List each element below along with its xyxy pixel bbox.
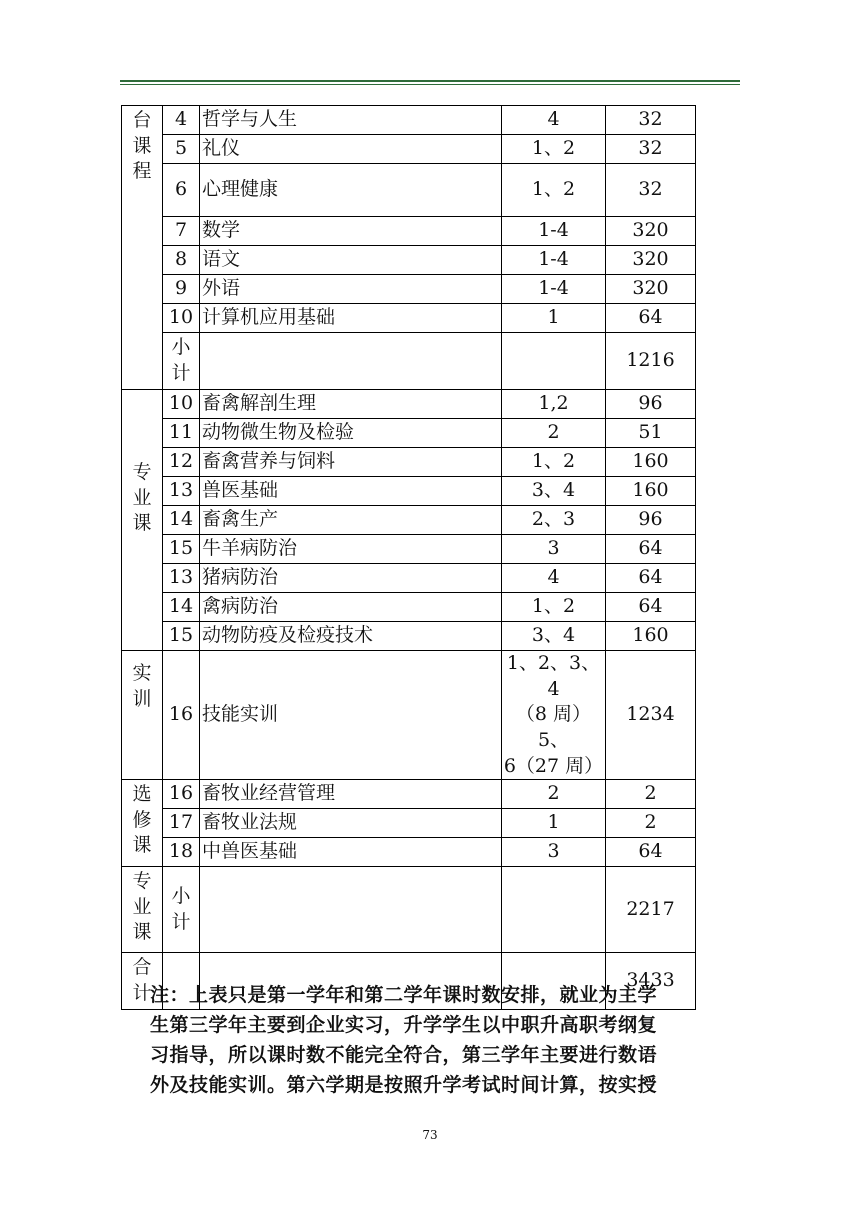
- note-line: 生第三学年主要到企业实习，升学学生以中职升高职考纲复: [150, 1014, 658, 1036]
- course-number-cell: 16: [163, 780, 200, 809]
- course-name-cell: 畜牧业经营管理: [200, 780, 502, 809]
- hours-cell: 32: [606, 106, 696, 135]
- table-row: [122, 809, 696, 838]
- table-row: [122, 867, 696, 953]
- course-name-cell: 禽病防治: [200, 593, 502, 622]
- hours-cell: 2: [606, 809, 696, 838]
- table-row: [122, 304, 696, 333]
- table-row: [122, 651, 696, 780]
- course-name-cell: 畜禽营养与饲料: [200, 448, 502, 477]
- semester-cell: 3、4: [502, 477, 606, 506]
- hours-cell: 64: [606, 593, 696, 622]
- hours-cell: 51: [606, 419, 696, 448]
- course-number-cell: 10: [163, 390, 200, 419]
- semester-cell: 1-4: [502, 275, 606, 304]
- course-number-cell: 17: [163, 809, 200, 838]
- header-rule-thin: [120, 84, 740, 85]
- hours-cell: 64: [606, 535, 696, 564]
- course-name-cell: 礼仪: [200, 135, 502, 164]
- table-row: [122, 333, 696, 390]
- table-row: [122, 164, 696, 217]
- course-name-cell: 动物微生物及检验: [200, 419, 502, 448]
- hours-cell: 320: [606, 275, 696, 304]
- semester-cell: 1-4: [502, 246, 606, 275]
- semester-cell: 1: [502, 304, 606, 333]
- table-row: [122, 246, 696, 275]
- course-name-cell: 数学: [200, 217, 502, 246]
- semester-cell: 3、4: [502, 622, 606, 651]
- course-number-cell: 4: [163, 106, 200, 135]
- course-name-cell: 动物防疫及检疫技术: [200, 622, 502, 651]
- semester-cell: 1、2、3、4 （8 周）5、 6（27 周）: [502, 651, 606, 780]
- course-number-cell: 7: [163, 217, 200, 246]
- course-number-cell: 14: [163, 593, 200, 622]
- table-row: [122, 780, 696, 809]
- note-line: 注：上表只是第一学年和第二学年课时数安排，就业为主学: [150, 984, 658, 1006]
- semester-cell: 1,2: [502, 390, 606, 419]
- semester-cell: 2: [502, 780, 606, 809]
- table-row: [122, 477, 696, 506]
- table-row: [122, 135, 696, 164]
- table-row: [122, 106, 696, 135]
- category-cell: 台 课 程: [122, 106, 163, 390]
- course-number-cell: 5: [163, 135, 200, 164]
- category-cell: 专 业 课: [122, 390, 163, 651]
- table-row: [122, 622, 696, 651]
- course-name-cell: 心理健康: [200, 164, 502, 217]
- course-name-cell: 兽医基础: [200, 477, 502, 506]
- hours-cell: 160: [606, 477, 696, 506]
- course-number-cell: 15: [163, 535, 200, 564]
- semester-cell: 4: [502, 564, 606, 593]
- hours-cell: 96: [606, 390, 696, 419]
- table-row: [122, 593, 696, 622]
- table-row: [122, 448, 696, 477]
- hours-cell: 3433: [606, 953, 696, 1010]
- semester-cell: 1、2: [502, 135, 606, 164]
- course-name-cell: 外语: [200, 275, 502, 304]
- course-number-cell: 11: [163, 419, 200, 448]
- table-row: [122, 838, 696, 867]
- semester-cell: 1: [502, 809, 606, 838]
- hours-cell: 160: [606, 622, 696, 651]
- hours-cell: 64: [606, 564, 696, 593]
- semester-cell: 1-4: [502, 217, 606, 246]
- course-name-cell: 猪病防治: [200, 564, 502, 593]
- category-cell: 选 修 课: [122, 780, 163, 867]
- hours-cell: 64: [606, 838, 696, 867]
- semester-cell: 4: [502, 106, 606, 135]
- category-cell: 实 训: [122, 651, 163, 780]
- hours-cell: 2: [606, 780, 696, 809]
- hours-cell: 32: [606, 164, 696, 217]
- course-name-cell: 中兽医基础: [200, 838, 502, 867]
- semester-cell: 2: [502, 419, 606, 448]
- table-row: [122, 390, 696, 419]
- header-rule: [120, 80, 740, 82]
- table-row: [122, 506, 696, 535]
- course-name-cell: [200, 867, 502, 953]
- hours-cell: 96: [606, 506, 696, 535]
- course-hours-table: [121, 105, 696, 1010]
- hours-cell: 64: [606, 304, 696, 333]
- course-number-cell: 6: [163, 164, 200, 217]
- note-line: 习指导，所以课时数不能完全符合，第三学年主要进行数语: [150, 1044, 658, 1066]
- course-name-cell: 计算机应用基础: [200, 304, 502, 333]
- semester-cell: 3: [502, 838, 606, 867]
- hours-cell: 1216: [606, 333, 696, 390]
- note-line: 外及技能实训。第六学期是按照升学考试时间计算，按实授: [150, 1074, 658, 1096]
- table-note: [150, 980, 730, 1100]
- hours-cell: 320: [606, 217, 696, 246]
- semester-cell: 1、2: [502, 164, 606, 217]
- semester-cell: [502, 867, 606, 953]
- hours-cell: 2217: [606, 867, 696, 953]
- course-number-cell: 13: [163, 564, 200, 593]
- hours-cell: 1234: [606, 651, 696, 780]
- course-name-cell: [200, 333, 502, 390]
- category-cell: 专 业 课: [122, 867, 163, 953]
- course-number-cell: 小 计: [163, 333, 200, 390]
- table-row: [122, 419, 696, 448]
- course-number-cell: 14: [163, 506, 200, 535]
- table-row: [122, 275, 696, 304]
- course-name-cell: 牛羊病防治: [200, 535, 502, 564]
- course-name-cell: 技能实训: [200, 651, 502, 780]
- course-number-cell: 16: [163, 651, 200, 780]
- hours-cell: 160: [606, 448, 696, 477]
- course-number-cell: 小 计: [163, 867, 200, 953]
- semester-cell: 1、2: [502, 448, 606, 477]
- course-number-cell: 15: [163, 622, 200, 651]
- course-number-cell: 18: [163, 838, 200, 867]
- course-name-cell: 哲学与人生: [200, 106, 502, 135]
- hours-cell: 32: [606, 135, 696, 164]
- course-name-cell: 畜禽生产: [200, 506, 502, 535]
- page-number: 73: [422, 1128, 438, 1142]
- course-number-cell: 8: [163, 246, 200, 275]
- course-name-cell: 畜牧业法规: [200, 809, 502, 838]
- course-name-cell: 畜禽解剖生理: [200, 390, 502, 419]
- course-number-cell: 13: [163, 477, 200, 506]
- table-row: [122, 535, 696, 564]
- course-number-cell: 9: [163, 275, 200, 304]
- hours-cell: 320: [606, 246, 696, 275]
- semester-cell: [502, 333, 606, 390]
- table-row: [122, 564, 696, 593]
- course-number-cell: 12: [163, 448, 200, 477]
- course-number-cell: 10: [163, 304, 200, 333]
- course-name-cell: 语文: [200, 246, 502, 275]
- semester-cell: 3: [502, 535, 606, 564]
- semester-cell: 1、2: [502, 593, 606, 622]
- table-row: [122, 217, 696, 246]
- semester-cell: 2、3: [502, 506, 606, 535]
- category-cell: 合 计: [122, 953, 163, 1010]
